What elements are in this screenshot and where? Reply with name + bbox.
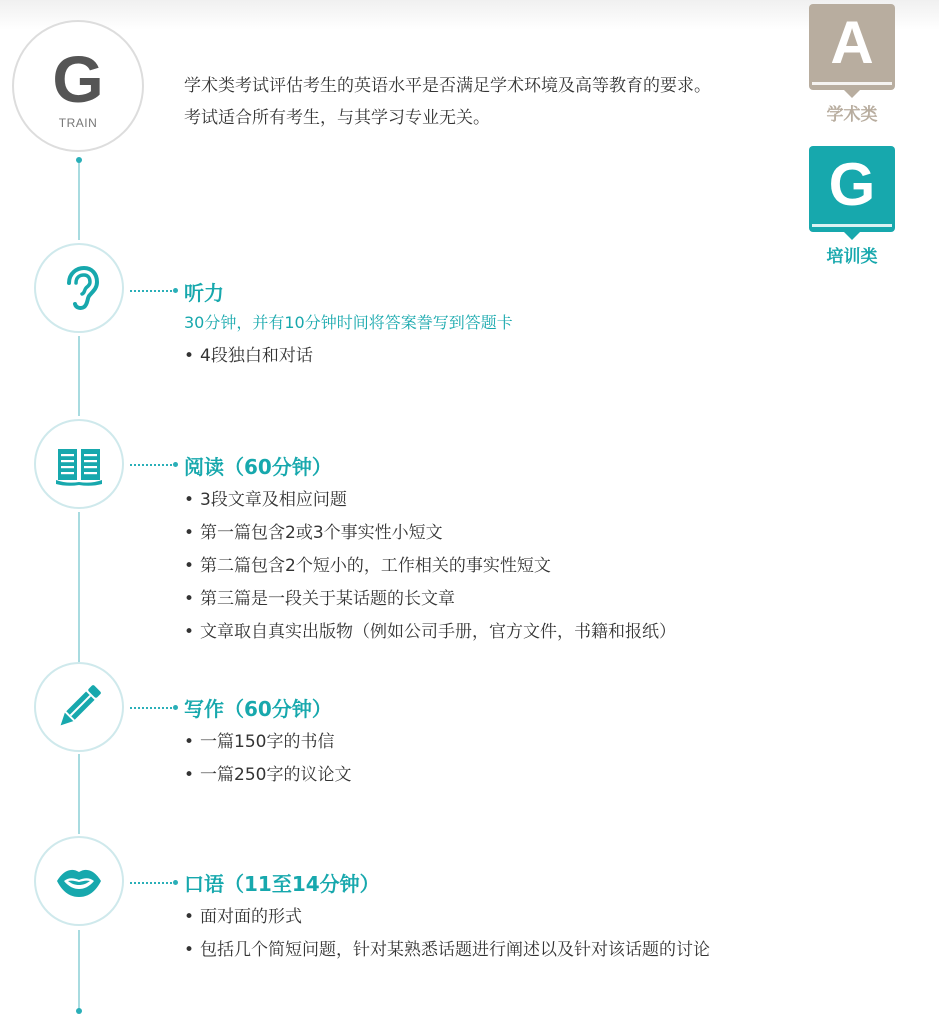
section-connector — [130, 290, 172, 292]
timeline-dot — [76, 157, 82, 163]
listening-icon-circle — [34, 243, 124, 333]
list-item: • 面对面的形式 — [184, 901, 904, 934]
timeline-dot — [76, 1008, 82, 1014]
open-book-icon — [55, 440, 103, 488]
ear-icon — [55, 264, 103, 312]
section-title: 口语（11至14分钟） — [184, 872, 380, 896]
list-item: • 一篇150字的书信 — [184, 726, 904, 759]
timeline-line — [78, 754, 80, 834]
section-connector — [130, 707, 172, 709]
intro-text — [184, 70, 784, 134]
logo-letter: G — [52, 42, 104, 116]
section-title: 阅读（60分钟） — [184, 455, 332, 479]
section-connector — [130, 882, 172, 884]
list-item: • 4段独白和对话 — [184, 340, 904, 373]
section-reading — [184, 452, 904, 649]
writing-icon-circle — [34, 662, 124, 752]
top-band — [0, 0, 939, 30]
section-list — [184, 340, 904, 373]
timeline-line — [78, 160, 80, 240]
section-connector — [130, 464, 172, 466]
lips-icon — [55, 857, 103, 905]
intro-line: 考试适合所有考生，与其学习专业无关。 — [184, 108, 490, 128]
badge-pointer — [844, 232, 860, 240]
section-listening — [184, 278, 904, 373]
timeline-line — [78, 512, 80, 662]
general-training-logo — [12, 20, 144, 152]
list-item: • 文章取自真实出版物（例如公司手册，官方文件，书籍和报纸） — [184, 616, 904, 649]
section-writing — [184, 694, 904, 792]
list-item: • 一篇250字的议论文 — [184, 759, 904, 792]
badge-academic[interactable] — [809, 4, 895, 125]
list-item: • 第一篇包含2或3个事实性小短文 — [184, 517, 904, 550]
logo-subtitle: TRAIN — [58, 116, 98, 130]
badge-label: 学术类 — [826, 105, 878, 125]
section-list — [184, 901, 904, 967]
badge-general-training[interactable] — [809, 146, 895, 267]
section-list — [184, 484, 904, 649]
section-title: 写作（60分钟） — [184, 697, 332, 721]
section-title: 听力 — [184, 281, 224, 305]
list-item: • 第三篇是一段关于某话题的长文章 — [184, 583, 904, 616]
badge-bar — [812, 224, 892, 227]
list-item: • 包括几个简短问题，针对某熟悉话题进行阐述以及针对该话题的讨论 — [184, 934, 904, 967]
intro-line: 学术类考试评估考生的英语水平是否满足学术环境及高等教育的要求。 — [184, 76, 711, 96]
section-speaking — [184, 869, 904, 967]
section-list — [184, 726, 904, 792]
badge-pointer — [844, 90, 860, 98]
timeline-line — [78, 930, 80, 1010]
badge-bar — [812, 82, 892, 85]
badge-letter: G — [828, 151, 876, 218]
speaking-icon-circle — [34, 836, 124, 926]
section-subtitle: 30分钟，并有10分钟时间将答案誊写到答题卡 — [184, 313, 513, 332]
badge-letter: A — [830, 9, 874, 76]
badge-box — [809, 4, 895, 90]
timeline-line — [78, 336, 80, 416]
badge-box — [809, 146, 895, 232]
list-item: • 第二篇包含2个短小的，工作相关的事实性短文 — [184, 550, 904, 583]
reading-icon-circle — [34, 419, 124, 509]
list-item: • 3段文章及相应问题 — [184, 484, 904, 517]
badge-label: 培训类 — [826, 247, 878, 267]
pencil-icon — [55, 683, 103, 731]
